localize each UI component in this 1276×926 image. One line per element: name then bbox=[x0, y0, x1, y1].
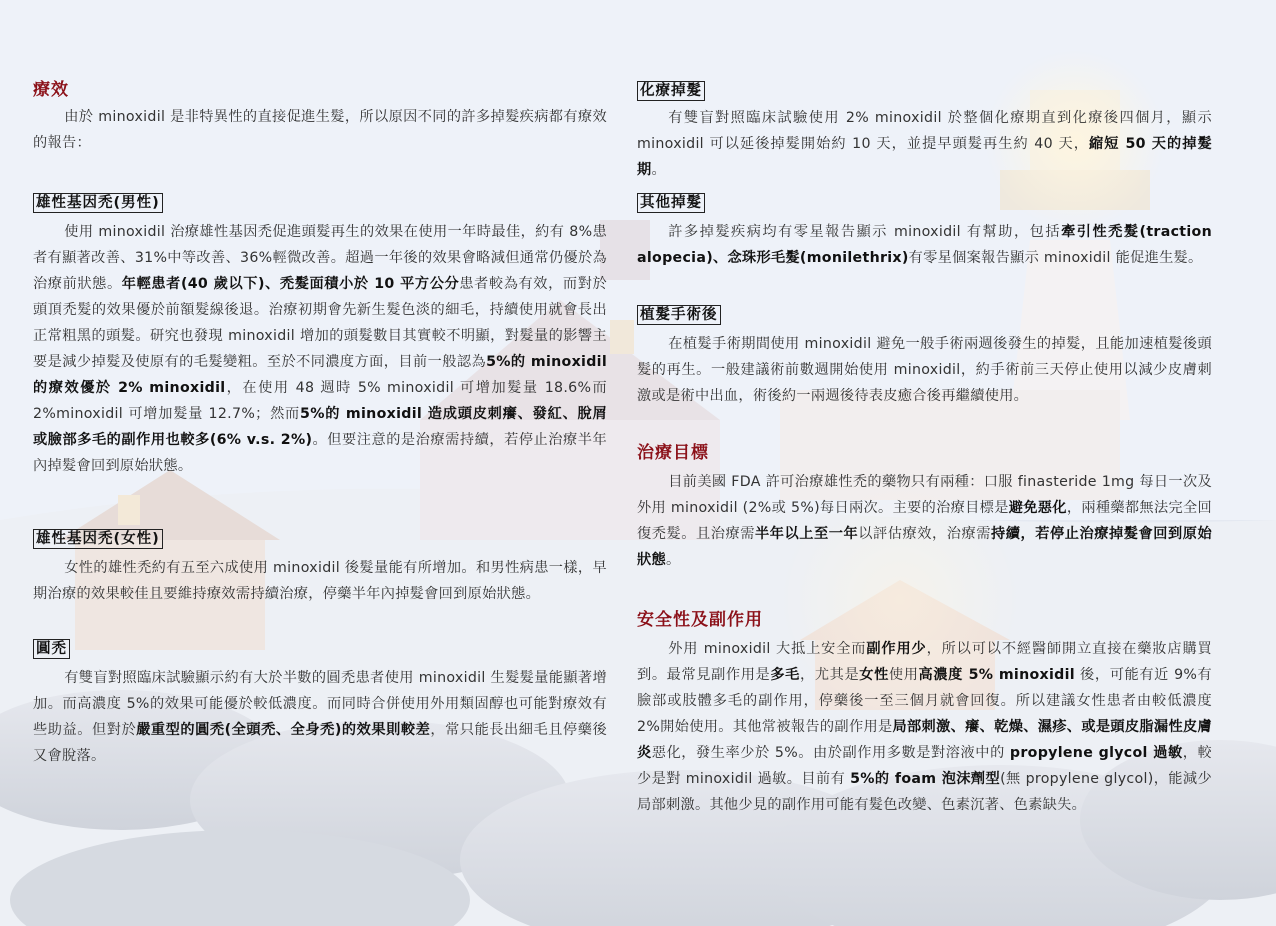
transplant-text: 在植髮手術期間使用 minoxidil 避免一般手術兩週後發生的掉髮，且能加速植髮後頭髮的再生。一般建議術前數週開始使用 minoxidil，約手術前三天停止使用以減少皮膚刺激或是術中出血，術後約一兩週後待表皮癒合後再繼續使用。 bbox=[637, 336, 1212, 404]
safety-bold-4: 高濃度 5% minoxidil bbox=[918, 667, 1075, 683]
other-heading: 其他掉髮 bbox=[637, 193, 705, 213]
other-bold-1: 牽引性禿髮(traction alopecia)、念珠形毛髮(monilethrix) bbox=[637, 224, 1212, 266]
safety-bold-5: 局部刺激、癢、乾燥、濕疹、或是頭皮脂漏性皮膚炎 bbox=[637, 719, 1212, 761]
safety-heading: 安全性及副作用 bbox=[637, 610, 763, 630]
section-chemo bbox=[637, 80, 1212, 183]
other-text bbox=[637, 219, 1212, 271]
goals-bold-3: 持續，若停止治療掉髮會回到原始狀態 bbox=[637, 526, 1212, 568]
safety-text-4: 使用 bbox=[888, 667, 919, 683]
chemo-heading: 化療掉髮 bbox=[637, 81, 705, 101]
chemo-text-2: 。 bbox=[651, 162, 666, 178]
other-text-1: 許多掉髮疾病均有零星報告顯示 minoxidil 有幫助，包括 bbox=[668, 224, 1062, 240]
goals-text bbox=[637, 469, 1212, 573]
safety-text-7: ，較少是對 minoxidil 過敏。目前有 bbox=[637, 745, 1212, 787]
alopecia-areata-bold-1: 嚴重型的圓禿(全頭禿、全身禿)的效果則較差 bbox=[136, 722, 431, 738]
goals-heading: 治療目標 bbox=[637, 443, 709, 463]
chemo-text-1: 有雙盲對照臨床試驗使用 2% minoxidil 於整個化療期直到化療後四個月，顯示 minoxidil 可以延後掉髮開始約 10 天，並提早頭髮再生約 40 天， bbox=[637, 110, 1212, 152]
safety-bold-1: 副作用少 bbox=[866, 641, 927, 657]
male-aga-text-4: 。但要注意的是治療需持續，若停止治療半年內掉髮會回到原始狀態。 bbox=[33, 432, 607, 474]
male-aga-heading: 雄性基因禿(男性) bbox=[33, 193, 163, 213]
section-efficacy bbox=[33, 80, 607, 156]
male-aga-text-1: 使用 minoxidil 治療雄性基因禿促進頭髮再生的效果在使用一年時最佳，約有 8%患者有顯著改善、31%中等改善、36%輕微改善。超過一年後的效果會略減但通常仍優於為治療前狀態。 bbox=[33, 224, 607, 292]
section-female-aga bbox=[33, 528, 607, 607]
safety-text-3: ，尤其是 bbox=[800, 667, 860, 683]
safety-bold-6: propylene glycol 過敏 bbox=[1009, 745, 1183, 761]
goals-bold-1: 避免惡化 bbox=[1008, 500, 1067, 516]
safety-text-8: (無 propylene glycol)，能減少局部刺激。其他少見的副作用可能有髮色改變、色素沉著、色素缺失。 bbox=[637, 771, 1212, 813]
goals-text-2: ，兩種藥都無法完全回復禿髮。且治療需 bbox=[637, 500, 1212, 542]
section-goals bbox=[637, 443, 1212, 573]
efficacy-text: 由於 minoxidil 是非特異性的直接促進生髮，所以原因不同的許多掉髮疾病都有療效的報告： bbox=[33, 109, 607, 151]
alopecia-areata-text-1: 有雙盲對照臨床試驗顯示約有大於半數的圓禿患者使用 minoxidil 生髮髮量能顯著增加。而高濃度 5%的效果可能優於較低濃度。而同時合併使用外用類固醇也可能對療效有些助益。但對於 bbox=[33, 670, 607, 738]
safety-text-6: 惡化，發生率少於 5%。由於副作用多數是對溶液中的 bbox=[651, 745, 1010, 761]
female-aga-text: 女性的雄性禿約有五至六成使用 minoxidil 後髮量能有所增加。和男性病患一樣，早期治療的效果較佳且要維持療效需持續治療，停藥半年內掉髮會回到原始狀態。 bbox=[33, 560, 607, 602]
safety-text bbox=[637, 636, 1212, 818]
male-aga-text bbox=[33, 219, 607, 479]
safety-bold-3: 女性 bbox=[859, 667, 889, 683]
safety-text-2: ，所以可以不經醫師開立直接在藥妝店購買到。最常見副作用是 bbox=[637, 641, 1213, 683]
alopecia-areata-text bbox=[33, 665, 607, 769]
safety-bold-2: 多毛 bbox=[770, 667, 800, 683]
other-text-2: 有零星個案報告顯示 minoxidil 能促進生髮。 bbox=[908, 250, 1203, 266]
female-aga-heading: 雄性基因禿(女性) bbox=[33, 529, 163, 549]
section-other bbox=[637, 192, 1212, 271]
chemo-bold-1: 縮短 50 天的掉髮期 bbox=[637, 136, 1212, 178]
male-aga-bold-2: 5%的 minoxidil 的療效優於 2% minoxidil bbox=[33, 354, 607, 396]
safety-text-1: 外用 minoxidil 大抵上安全而 bbox=[668, 641, 867, 657]
safety-bold-7: 5%的 foam 泡沫劑型 bbox=[850, 771, 1001, 787]
goals-text-1: 目前美國 FDA 許可治療雄性禿的藥物只有兩種：口服 finasteride 1mg 每日一次及外用 minoxidil (2%或 5%)每日兩次。主要的治療目標是 bbox=[637, 474, 1212, 516]
male-aga-bold-3: 5%的 minoxidil 造成頭皮刺癢、發紅、脫屑或臉部多毛的副作用也較多(6% v.s. 2%) bbox=[33, 406, 608, 448]
safety-text-5: 後，可能有近 9%有臉部或肢體多毛的副作用，停藥後一至三個月就會回復。所以建議女性患者由較低濃度 2%開始使用。其他常被報告的副作用是 bbox=[637, 667, 1213, 735]
goals-bold-2: 半年以上至一年 bbox=[755, 526, 859, 542]
goals-text-3: 以評估療效，治療需 bbox=[858, 526, 991, 542]
chemo-text bbox=[637, 105, 1212, 183]
section-transplant bbox=[637, 304, 1212, 409]
efficacy-heading: 療效 bbox=[33, 80, 69, 100]
alopecia-areata-heading: 圓禿 bbox=[33, 639, 70, 659]
alopecia-areata-text-2: ，常只能長出細毛且停藥後又會脫落。 bbox=[33, 722, 607, 764]
male-aga-text-2: 患者較為有效，而對於頭頂禿髮的效果優於前額髮線後退。治療初期會先新生髮色淡的細毛，持續使用就會長出正常粗黑的頭髮。研究也發現 minoxidil 增加的頭髮數目其實較不明顯，對髮量的影響主要是減少掉髮及使原有的毛髮變粗。至於不同濃度方面，目前一般認為 bbox=[33, 276, 607, 370]
male-aga-bold-1: 年輕患者(40 歲以下)、禿髮面積小於 10 平方公分 bbox=[121, 276, 460, 292]
male-aga-text-3: ，在使用 48 週時 5% minoxidil 可增加髮量 18.6%而 2%minoxidil 可增加髮量 12.7%；然而 bbox=[33, 380, 607, 422]
section-alopecia-areata bbox=[33, 638, 607, 769]
goals-text-4: 。 bbox=[665, 552, 681, 568]
section-safety bbox=[637, 610, 1212, 818]
transplant-heading: 植髮手術後 bbox=[637, 305, 721, 325]
section-male-aga bbox=[33, 192, 607, 479]
